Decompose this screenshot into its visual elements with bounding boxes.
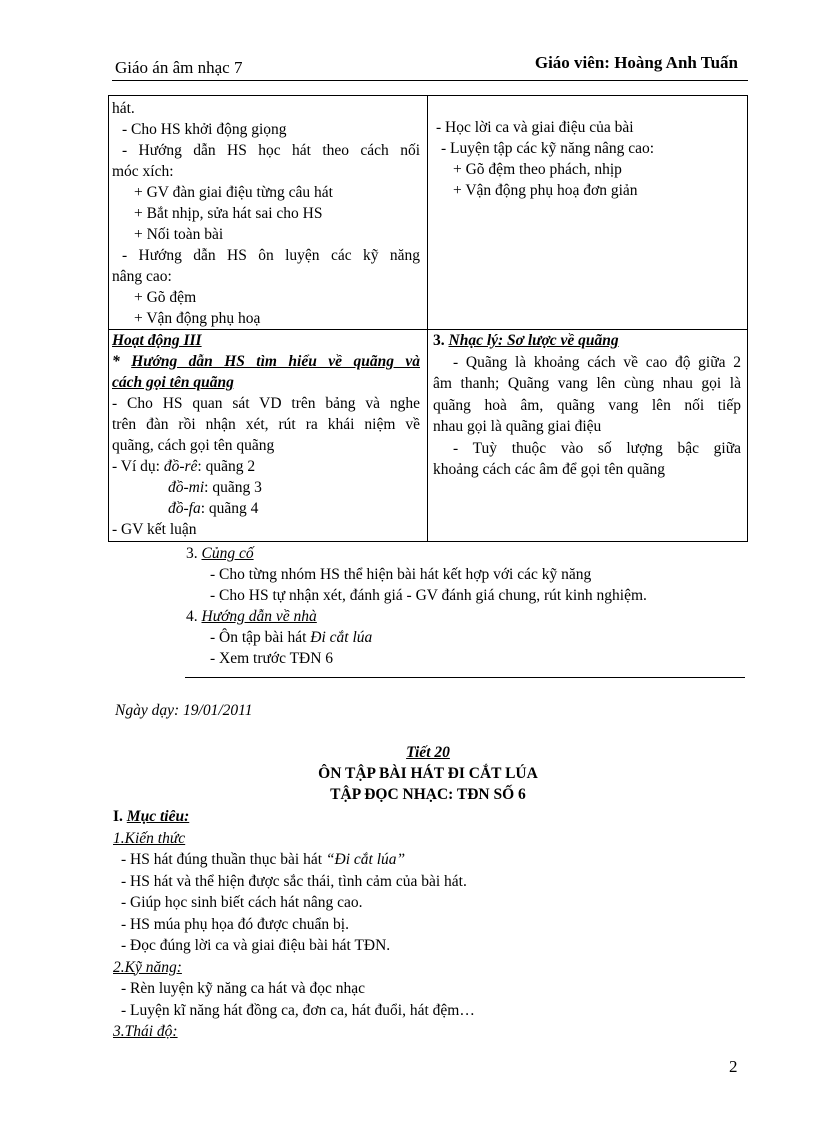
consolidate-heading bbox=[108, 543, 748, 564]
theory-heading bbox=[433, 330, 741, 352]
homework-num: 4. bbox=[186, 608, 198, 625]
teaching-date: Ngày dạy: 19/01/2011 bbox=[115, 702, 253, 719]
objectives-heading-text: Mục tiêu: bbox=[126, 808, 190, 825]
section-separator bbox=[185, 677, 745, 678]
skills-item: - Rèn luyện kỹ năng ca hát và đọc nhạc bbox=[121, 980, 366, 997]
cell-line: - GV kết luận bbox=[112, 521, 197, 538]
cell-line: + Gõ đệm theo phách, nhịp bbox=[453, 161, 622, 178]
objectives-heading bbox=[113, 806, 753, 828]
example-line bbox=[112, 456, 420, 477]
cell-line: nhau gọi là quãng giai điệu bbox=[433, 418, 602, 435]
cell-line: - Quãng là khoảng cách về cao độ giữa 2 bbox=[453, 353, 741, 371]
cell-line: - Hướng dẫn HS ôn luyện các kỹ năng bbox=[122, 247, 420, 264]
table-column-divider bbox=[427, 95, 428, 542]
cell-line: + Vận động phụ hoạ đơn giản bbox=[453, 182, 638, 199]
cell-line: + Gõ đệm bbox=[134, 289, 197, 306]
cell-line: - Luyện tập các kỹ năng nâng cao: bbox=[441, 140, 655, 157]
lesson-title-line: TẬP ĐỌC NHẠC: TĐN SỐ 6 bbox=[330, 786, 526, 803]
attitude-heading: 3.Thái độ: bbox=[113, 1023, 178, 1040]
header-teacher: Giáo viên: Hoàng Anh Tuấn bbox=[534, 53, 738, 72]
knowledge-heading: 1.Kiến thức bbox=[113, 829, 186, 847]
guide-star: * bbox=[112, 353, 120, 370]
homework-heading-text: Hướng dẫn về nhà bbox=[201, 608, 317, 625]
theory-heading-num: 3. bbox=[433, 332, 445, 349]
objectives-num: I. bbox=[113, 808, 123, 825]
example-line bbox=[112, 477, 420, 498]
example-note: đồ-rê bbox=[163, 458, 198, 475]
cell-line: quãng, cách gọi tên quãng bbox=[112, 437, 275, 454]
cell-line: âm thanh; Quãng vang lên cùng nhau gọi là bbox=[433, 375, 741, 392]
lesson-title-line: ÔN TẬP BÀI HÁT ĐI CẮT LÚA bbox=[318, 765, 538, 782]
cell-line: hát. bbox=[112, 100, 135, 117]
knowledge-item: - Đọc đúng lời ca và giai điệu bài hát TĐN. bbox=[121, 937, 391, 954]
consolidate-item: - Cho từng nhóm HS thể hiện bài hát kết hợp với các kỹ năng bbox=[210, 566, 592, 583]
header-rule bbox=[112, 80, 748, 81]
cell-line: - Cho HS khởi động giọng bbox=[122, 121, 287, 138]
cell-line: + Nối toàn bài bbox=[134, 226, 224, 243]
cell-line: quãng hoà âm, quãng vang lên nối tiếp bbox=[433, 396, 741, 414]
homework-item bbox=[108, 627, 748, 648]
activity-heading: Hoạt động III bbox=[112, 332, 202, 349]
cell-line: khoảng cách các âm để gọi tên quãng bbox=[433, 461, 665, 478]
example-line bbox=[112, 498, 420, 519]
cell-line: - Học lời ca và giai điệu của bài bbox=[436, 119, 634, 136]
homework-item: - Xem trước TĐN 6 bbox=[210, 650, 334, 667]
example-value: : quãng 3 bbox=[204, 479, 262, 496]
example-value: : quãng 2 bbox=[197, 458, 256, 475]
lesson-title-block bbox=[108, 742, 748, 805]
homework-heading bbox=[108, 606, 748, 627]
header-subject: Giáo án âm nhạc 7 bbox=[115, 58, 243, 77]
knowledge-item: - HS hát và thể hiện được sắc thái, tình cảm của bài hát. bbox=[121, 872, 467, 890]
objectives-section bbox=[113, 806, 753, 1043]
skills-heading: 2.Kỹ năng: bbox=[113, 958, 182, 976]
knowledge-item: - HS múa phụ họa đó được chuẩn bị. bbox=[121, 915, 349, 933]
cell-line: + Bắt nhịp, sửa hát sai cho HS bbox=[134, 205, 323, 222]
after-table-section bbox=[108, 543, 748, 669]
cell-line: - Hướng dẫn HS học hát theo cách nối bbox=[122, 142, 420, 159]
knowledge-item bbox=[113, 849, 753, 871]
page-number: 2 bbox=[729, 1057, 738, 1076]
consolidate-heading-text: Củng cố bbox=[201, 545, 254, 562]
theory-heading-text: Nhạc lý: Sơ lược về quãng bbox=[448, 332, 619, 349]
guide-heading bbox=[112, 351, 420, 372]
homework-song: Đi cắt lúa bbox=[310, 629, 373, 646]
cell-line: + Vận động phụ hoạ bbox=[134, 310, 261, 327]
guide-heading-cont: cách gọi tên quãng bbox=[112, 374, 234, 391]
example-prefix: - Ví dụ: bbox=[112, 458, 160, 475]
knowledge-item: - Giúp học sinh biết cách hát nâng cao. bbox=[121, 894, 363, 911]
cell-line: móc xích: bbox=[112, 163, 174, 180]
knowledge-song: “Đi cắt lúa” bbox=[325, 851, 406, 868]
cell-line: trên đàn rồi nhận xét, rút ra khái niệm về bbox=[112, 416, 420, 433]
cell-line: - Tuỳ thuộc vào số lượng bậc giữa bbox=[453, 439, 741, 457]
homework-item-prefix: - Ôn tập bài hát bbox=[210, 629, 311, 646]
table-cell-right-top bbox=[433, 117, 741, 201]
example-note: đồ-mi bbox=[168, 479, 205, 496]
table-cell-left-bottom bbox=[112, 330, 420, 540]
knowledge-item-prefix: - HS hát đúng thuần thục bài hát bbox=[121, 851, 326, 868]
cell-line: nâng cao: bbox=[112, 268, 172, 285]
guide-heading-text: Hướng dẫn HS tìm hiểu về quãng và bbox=[131, 353, 420, 370]
table-cell-left-top bbox=[112, 98, 420, 329]
example-value: : quãng 4 bbox=[200, 500, 259, 517]
skills-item: - Luyện kĩ năng hát đồng ca, đơn ca, hát đuổi, hát đệm… bbox=[121, 1001, 475, 1019]
consolidate-item: - Cho HS tự nhận xét, đánh giá - GV đánh giá chung, rút kinh nghiệm. bbox=[210, 587, 647, 604]
lesson-number: Tiết 20 bbox=[406, 744, 450, 761]
cell-line: - Cho HS quan sát VD trên bảng và nghe bbox=[112, 395, 420, 412]
table-cell-right-bottom bbox=[433, 330, 741, 481]
cell-line: + GV đàn giai điệu từng câu hát bbox=[134, 184, 333, 201]
example-note: đồ-fa bbox=[168, 500, 201, 517]
consolidate-num: 3. bbox=[186, 545, 198, 562]
